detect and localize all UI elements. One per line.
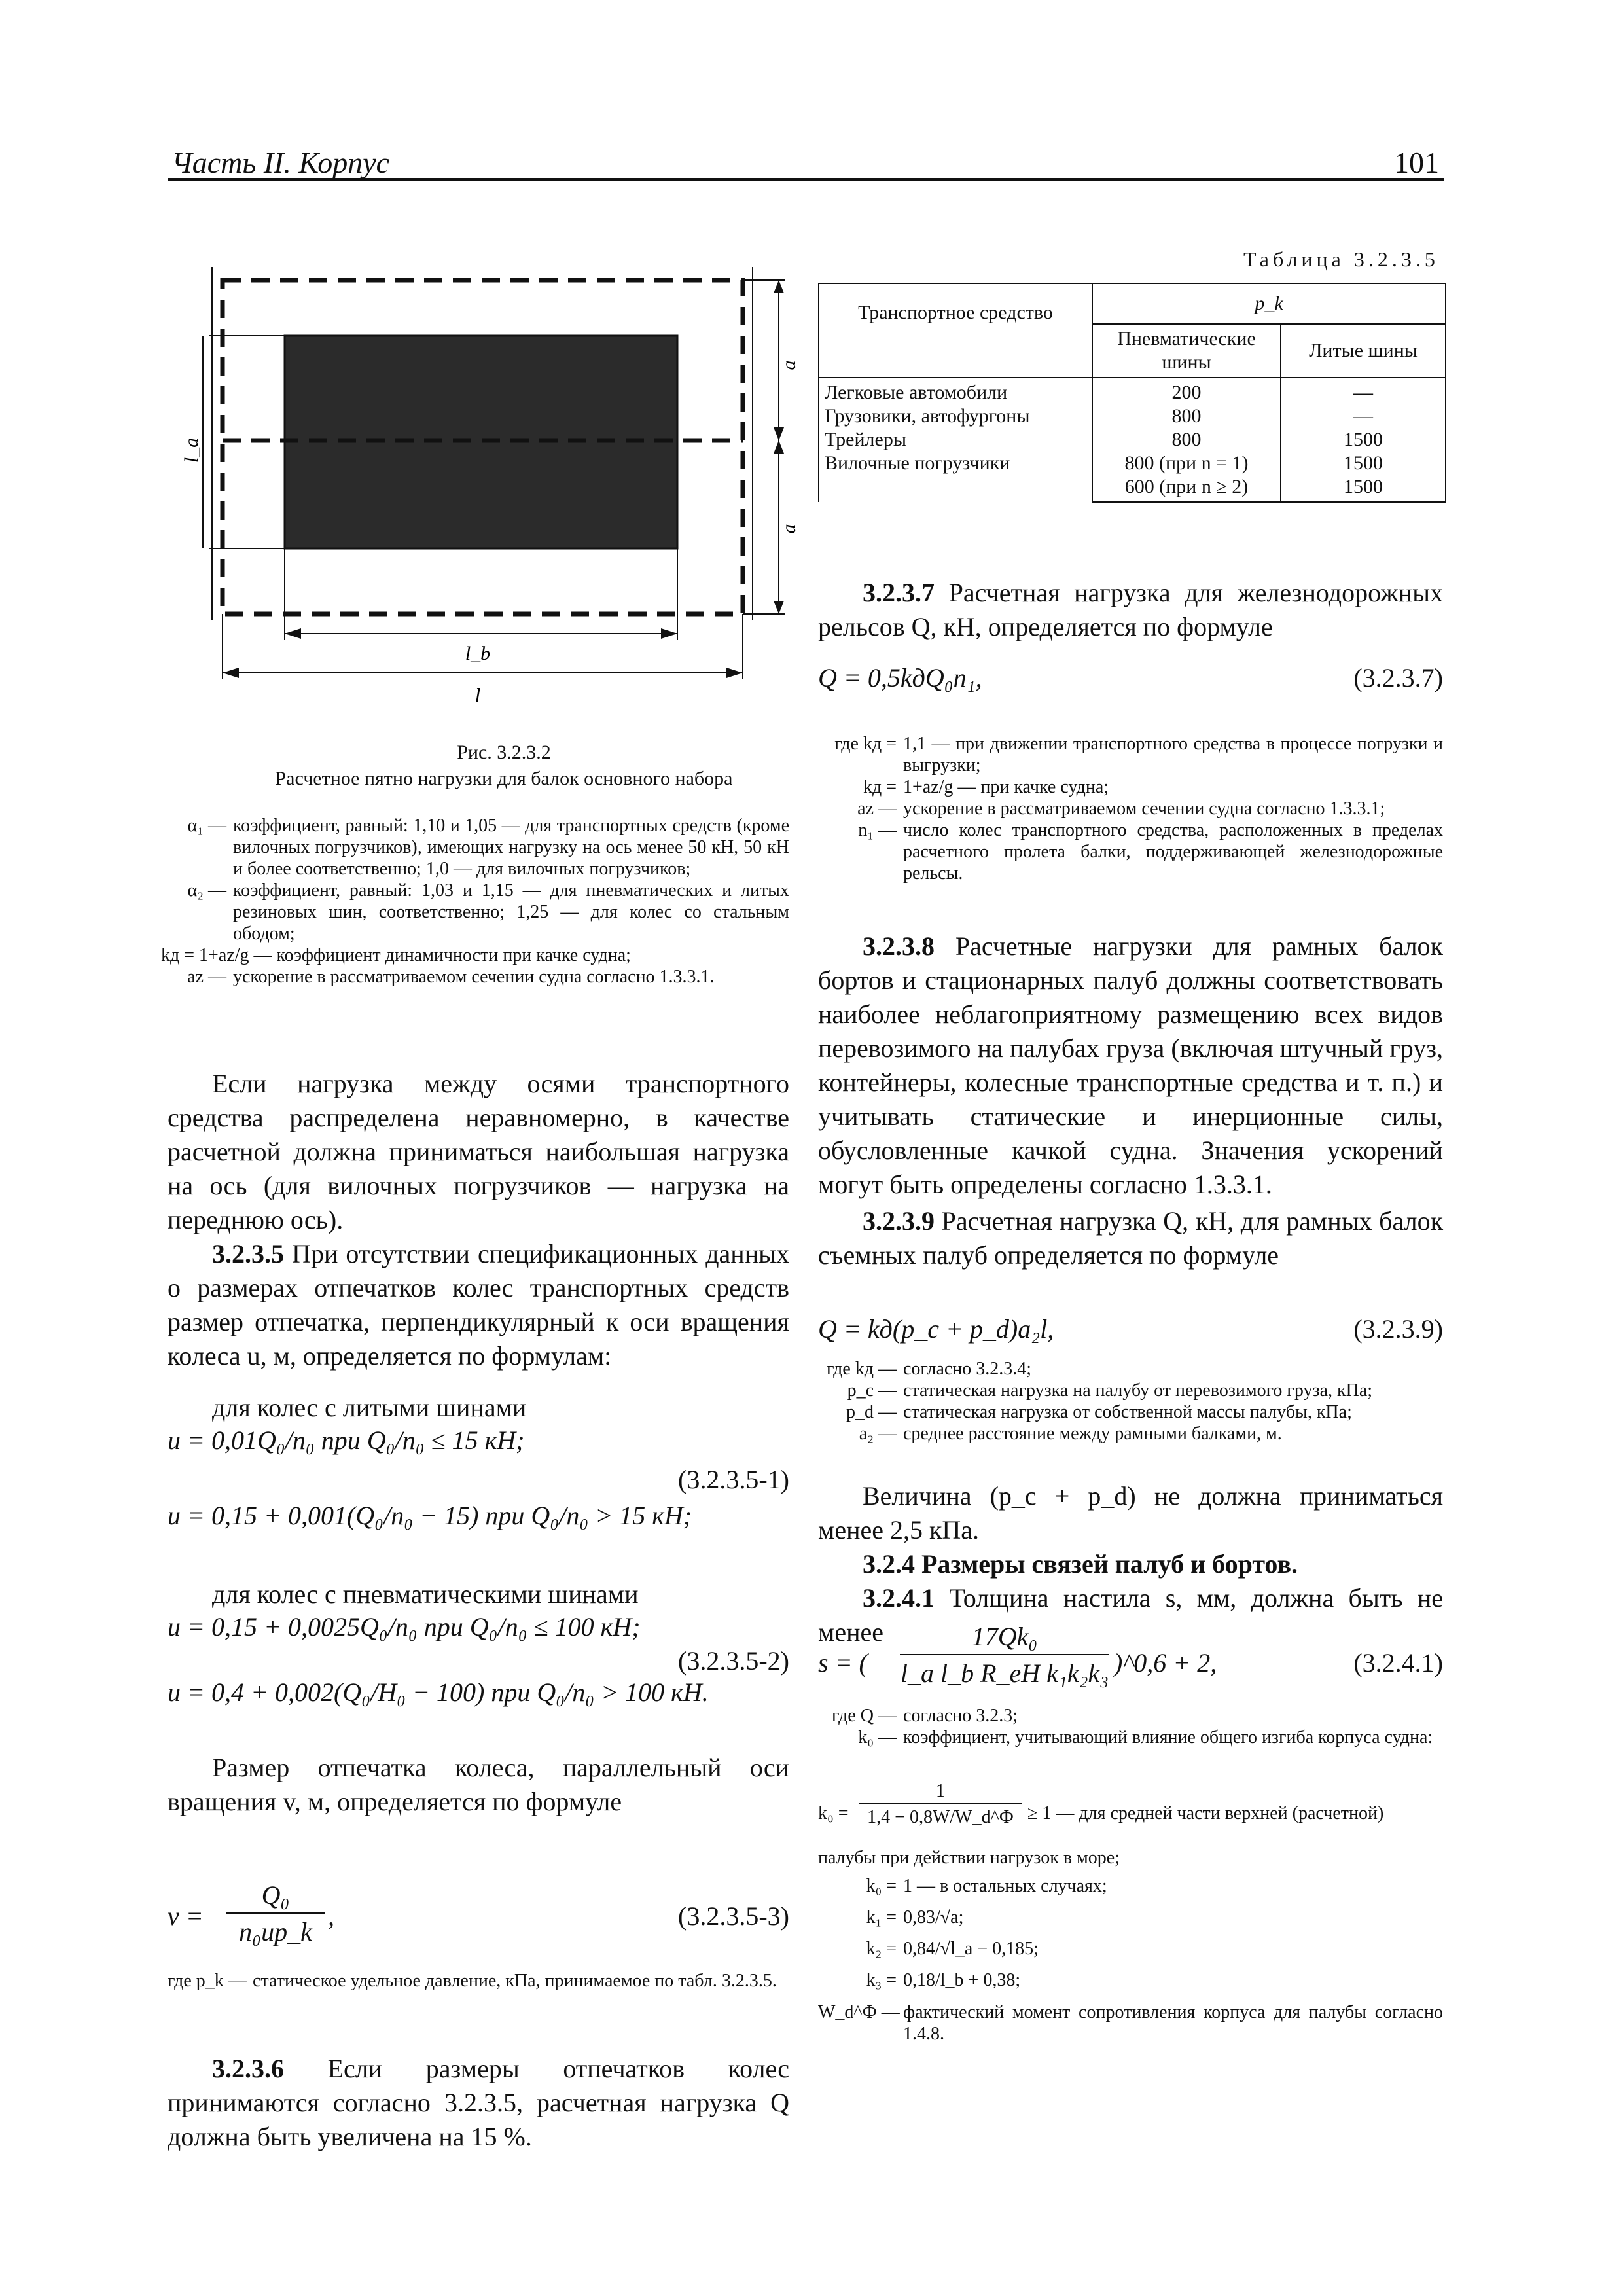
note [818,1727,1443,1748]
pneumatic-wheels-label [168,1577,789,1611]
formula-s [818,1620,1443,1698]
note-symbol: k₁ = [866,1907,897,1928]
note [818,776,1443,798]
formula-tail: ≥ 1 — для средней части верхней (расчетной) [1027,1803,1384,1823]
header-cast: Литые шины [1281,324,1446,378]
table-cell [1092,378,1281,502]
table-row [819,378,1446,502]
section-number: 3.2.4.1 [863,1583,935,1613]
note-symbol: n₁ — [858,820,897,840]
note-text: коэффициент, учитывающий влияние общего изгиба корпуса судна: [903,1727,1433,1748]
formula-tail: )^0,6 + 2, [1114,1648,1217,1677]
paragraph-uneven-load: Если нагрузка между осями транспортного средства распределена неравномерно, в качестве расчетной должна приниматься наибольшая нагрузка на ось (для вилочных погрузчиков — нагрузка на переднюю ось). [168,1069,789,1234]
right-notes-2 [818,1358,1443,1444]
note-text: число колес транспортного средства, расположенных в пределах расчетного пролета балки, поддерживающей железнодорожные рельсы. [903,820,1443,884]
note-symbol: p_d — [846,1402,897,1422]
formula-u1-number-row [168,1463,789,1497]
formula-u3-number-row [168,1644,789,1678]
formula-number: (3.2.3.5-3) [678,1901,789,1931]
formula-lhs: k₀ = [818,1803,849,1823]
note-symbol: k₀ = [866,1876,897,1896]
section-heading-324: 3.2.4 Размеры связей палуб и бортов. [863,1549,1298,1579]
paragraph-text: Величина (p_c + p_d) не должна приниматься менее 2,5 кПа. [818,1481,1443,1545]
pneu-4: 800 (при n = 1) [1124,452,1249,474]
note-symbol: kд = 1+az/g — [161,945,272,965]
fraction-denominator: l_a l_b R_eH k₁k₂k₃ [900,1659,1109,1688]
note [818,1423,1443,1444]
formula-lhs: v = [168,1901,204,1931]
figure-number: Рис. 3.2.3.2 [457,742,551,763]
cast-wheels-label [168,1391,789,1425]
formula-number: (3.2.4.1) [1353,1648,1443,1677]
note [818,1902,1443,1933]
vehicle-3: Трейлеры [825,429,906,450]
table-header-row [819,283,1446,324]
k0-continuation: палубы при действии нагрузок в море; [818,1848,1120,1868]
formula-u1: u = 0,01Q₀/n₀ при Q₀/n₀ ≤ 15 кН; [168,1426,525,1455]
formula-u3: u = 0,15 + 0,0025Q₀/n₀ при Q₀/n₀ ≤ 100 кН; [168,1612,641,1641]
right-notes-3 [818,1705,1443,1748]
formula-number: (3.2.3.5-2) [678,1646,789,1676]
note-text: статическая нагрузка от собственной массы палубы, кПа; [903,1402,1352,1422]
label-a-bottom: a [778,524,800,534]
formula-number: (3.2.3.7) [1353,663,1443,692]
note-symbol: где p_k — [168,1971,247,1991]
paragraph-text: Расчетная нагрузка для железнодорожных рельсов Q, кН, определяется по формуле [818,578,1443,641]
paragraph-text: При отсутствии спецификационных данных о размерах отпечатков колес транспортных средств размер отпечатка, перпендикулярный к оси вращения колеса u, м, определяется по формулам: [168,1239,789,1371]
label-lb: l_b [465,643,491,664]
where-pk [168,1970,789,1992]
note-alpha2 [168,880,789,944]
paragraph-3235 [168,1237,789,1373]
header-rule [168,178,1444,181]
paragraph-text: Расчетная нагрузка Q, кН, для рамных балок съемных палуб определяется по формуле [818,1206,1443,1270]
header-pneumatic: Пневматические шины [1092,324,1281,378]
formula-u4: u = 0,4 + 0,002(Q₀/H₀ − 100) при Q₀/n₀ > 100 кН. [168,1677,709,1707]
note-text: статическое удельное давление, кПа, принимаемое по табл. 3.2.3.5. [253,1971,777,1991]
formula-u2: u = 0,15 + 0,001(Q₀/n₀ − 15) при Q₀/n₀ > 15 кН; [168,1501,692,1530]
paragraph [818,576,1443,644]
header-vehicle: Транспортное средство [819,283,1092,378]
note-text: 0,83/√a; [903,1907,964,1928]
pneu-5: 600 (при n ≥ 2) [1124,476,1249,497]
note [818,819,1443,884]
note-symbol: W_d^Ф — [818,2002,900,2022]
note-az [168,966,789,988]
section-number: 3.2.3.5 [212,1239,284,1268]
left-body [168,1067,789,1373]
note-pk [168,1970,789,1992]
note-text: ускорение в рассматриваемом сечении судна согласно 1.3.3.1. [233,967,715,987]
cast-4: 1500 [1344,452,1383,474]
cast-2: — [1353,405,1373,427]
note-symbol: a₂ — [859,1424,897,1444]
paragraph-3237 [818,576,1443,644]
note [818,2001,1443,2045]
note-text: ускорение в рассматриваемом сечении судна согласно 1.3.3.1; [903,798,1385,819]
paragraph-3239 [818,1204,1443,1272]
note-symbol: где kд — [826,1359,897,1379]
note-text: согласно 3.2.3; [903,1706,1018,1726]
section-number: 3.2.3.6 [212,2054,284,2083]
note-text: коэффициент, равный: 1,03 и 1,15 — для пневматических и литых резиновых шин, соответственно; 1,25 — для колес со стальным ободом; [233,880,789,944]
cast-5: 1500 [1344,476,1383,497]
right-notes-1 [818,733,1443,884]
note-text: 0,18/l_b + 0,38; [903,1970,1021,1990]
label-la: l_a [181,437,202,463]
note [818,798,1443,819]
label-pneumatic: для колес с пневматическими шинами [212,1579,639,1609]
figure-caption [196,740,812,792]
note [818,1933,1443,1965]
paragraph-text: Если размеры отпечатков колес принимаются согласно 3.2.3.5, расчетная нагрузка Q должна быть увеличена на 15 %. [168,2054,789,2151]
vehicle-4: Вилочные погрузчики [825,452,1010,474]
note-text: согласно 3.2.3.4; [903,1359,1032,1379]
note-text: коэффициент динамичности при качке судна; [276,945,631,965]
formula-body: Q = 0,5kдQ₀n₁, [818,663,982,692]
note [818,733,1443,776]
note-text: коэффициент, равный: 1,10 и 1,05 — для транспортных средств (кроме вилочных погрузчиков), имеющих нагрузку на ось менее 50 кН, 50 кН и более соответственно; 1,0 — для вилочных погрузчиков; [233,816,789,879]
formula-tail: , [328,1901,334,1931]
label-l: l [474,683,481,707]
note [818,1380,1443,1401]
note-symbol: k₂ = [866,1939,897,1959]
running-header: Часть II. Корпус [171,146,390,179]
note-symbol: p_c — [847,1380,897,1401]
note-symbol: kд = [863,777,897,797]
note-text: среднее расстояние между рамными балками, м. [903,1424,1282,1444]
load-patch-figure [181,254,808,712]
formula-number: (3.2.3.9) [1353,1314,1443,1344]
figure-title: Расчетное пятно нагрузки для балок основного набора [275,768,733,789]
pneu-3: 800 [1171,429,1202,450]
paragraph-text: Размер отпечатка колеса, параллельный оси вращения v, м, определяется по формуле [168,1753,789,1816]
note-text: 1 — в остальных случаях; [903,1876,1107,1896]
note [818,1358,1443,1380]
table-cell [819,378,1092,502]
table-cell [1281,378,1446,502]
paragraph-text: Толщина настила s, мм, должна быть не менее [818,1583,1443,1647]
pneu-1: 200 [1171,382,1202,403]
header-pk: p_k [1092,283,1446,324]
note-symbol: k₀ — [858,1727,897,1748]
formula-q-deck [818,1312,1443,1346]
note [818,1871,1443,1902]
pneu-2: 800 [1171,405,1202,427]
label-a-top: a [778,360,800,370]
note [818,1705,1443,1727]
note-text: 1+az/g — при качке судна; [903,777,1109,797]
note [818,1401,1443,1423]
fraction-numerator: 17Qk₀ [900,1620,1109,1655]
note-text: фактический момент сопротивления корпуса для палубы согласно 1.4.8. [903,2002,1443,2044]
note-symbol: α₁ — [187,816,226,836]
fraction-numerator: Q₀ [226,1878,325,1914]
note-symbol: где Q — [832,1706,897,1726]
paragraph [818,929,1443,1202]
fraction-denominator: 1,4 − 0,8W/W_d^Ф [867,1807,1014,1827]
note-alpha1 [168,815,789,880]
formula-lhs: s = ( [818,1648,868,1677]
note-text: 1,1 — при движении транспортного средства в процессе погрузки и выгрузки; [903,734,1443,776]
right-notes-4 [818,1871,1443,2045]
left-notes [161,815,789,988]
section-number: 3.2.3.7 [863,578,935,607]
note-symbol: k₃ = [866,1970,897,1990]
note-symbol: az — [187,967,226,987]
formula-k0 [818,1780,1443,1839]
paragraph-text: Расчетные нагрузки для рамных балок бортов и стационарных палуб должны соответствовать наиболее неблагоприятному размещению всех видов перевозимого на палубах груза (включая штучный груз, контейнеры, колесные транспортные средства и т. п.) и учитывать статические и инерционные силы, обусловленные качкой судна. Значения ускорений могут быть определены согласно 1.3.3.1. [818,931,1443,1199]
page-number: 101 [1394,146,1439,179]
formula-body: Q = kд(p_c + p_d)a₂l, [818,1314,1054,1344]
formula-q-rail [818,661,1443,695]
formula-v [168,1878,789,1957]
paragraph-v [168,1751,789,1819]
note-kd [161,944,789,966]
section-number: 3.2.3.9 [863,1206,935,1236]
note-symbol: где kд = [834,734,897,754]
paragraph [168,2052,789,2154]
section-number: 3.2.3.8 [863,931,935,961]
vehicle-1: Легковые автомобили [825,382,1008,403]
label-cast: для колес с литыми шинами [212,1393,527,1422]
note-text: статическая нагрузка на палубу от перевозимого груза, кПа; [903,1380,1373,1401]
note-symbol: az — [857,798,897,819]
pk-table [818,283,1446,503]
note-text: 0,84/√l_a − 0,185; [903,1939,1039,1959]
cast-3: 1500 [1344,429,1383,450]
vehicle-2: Грузовики, автофургоны [825,405,1030,427]
note [818,1965,1443,1996]
cast-1: — [1353,382,1373,403]
note-symbol: α₂ — [187,880,226,901]
formula-number: (3.2.3.5-1) [678,1465,789,1494]
paragraph-3236 [168,2052,789,2154]
table-title: Таблица 3.2.3.5 [1243,247,1439,271]
paragraph-3238 [818,929,1443,1272]
fraction-denominator: n₀up_k [239,1917,312,1946]
fraction-numerator: 1 [859,1780,1022,1804]
